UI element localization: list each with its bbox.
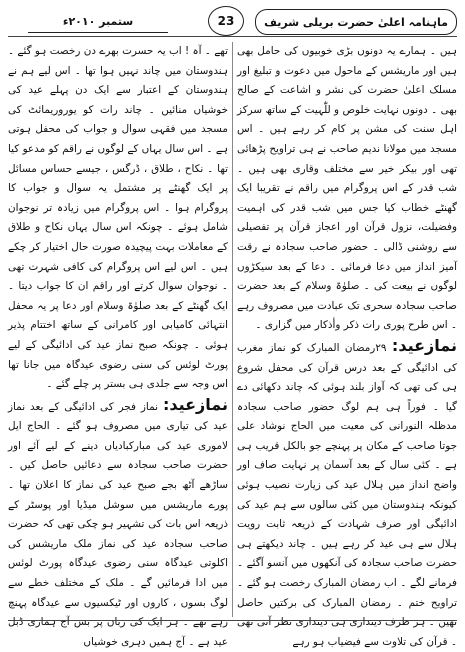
left-section xyxy=(8,395,228,652)
page-header xyxy=(8,6,457,36)
right-paragraph-1: ہیں ۔ ہمارے یہ دونوں بڑی خوبیوں کی حامل بھی ہیں اور ماریشس کے ماحول میں دعوت و تبلیغ اور مسلک اعلیٰ حضرت کی نشر و اشاعت کے صالح بھی ۔ دونوں نہایت خلوص و للّٰہیت کے ساتھ سرکز اہل سنت کی مشن پر کام کر رہے ہیں ۔ اس مسجد میں مولانا ندیم صاحب نے ہی تراویح پڑھائی تھی اور بیکر خیر سے مختلف وقاری بھی ہیں ۔ شب قدر کے اس پروگرام میں راقم نے تقریبا ایک گھنٹے خطاب کیا جس میں شب قدر کی اہمیت وفضیلت، نزول قرآن اور اعجاز قرآن پر تفصیلی سے روشنی ڈالی ۔ حضور صاحب سجادہ نے رقت آمیز انداز میں دعا فرمائی ۔ دعا کے بعد سیکڑوں لوگوں نے بیعت کی ۔ صلوٰۃ وسلام کے بعد حضرت صاحب سجادہ سحری تک عبادت میں مصروف رہے ۔ اس طرح پوری رات ذکر وأذکار میں گزاری ۔ xyxy=(237,45,457,332)
header-divider xyxy=(8,36,457,37)
left-column xyxy=(8,42,228,648)
right-paragraph-2: ۲۹رمضان المبارک کو نماز مغرب کی ادائیگی کے بعد درس قرآن کی محفل شروع ہی کی تھی کہ آواز بلند ہوئی کہ چاند دکھائی دے گیا ۔ فوراً ہی ہم لوگ حضور صاحب سجادہ مدظلہ النورانی کی معیت میں الحاج نوشاد علی جوتا صاحب کے مکان پر پہنچے جو بالکل قریب ہی ہے ۔ کئی سال کے بعد آسمان پر نہایت صاف اور واضح انداز میں ہلال عید کی زیارت نصیب ہوئی کیونکہ ہندوستان میں کئی سالوں سے ہم عید کی ادائیگی اور صرف شہادت کے ذریعہ ثابت رویت ہلال سے ہی عید کر رہے ہیں ۔ چاند دیکھتے ہی حضرت صاحب سجادہ کی آنکھوں میں آنسو آگئے ۔ فرمانے لگے ۔ اب رمضان المبارک رخصت ہو گئے ۔ تراویح ختم ۔ رمضان المبارک کی برکتیں حاصل تھیں ۔ ہر طرف دینداری ہی دینداری نظر آتی تھی ۔ قرآن کی تلاوت سے فیضیاب ہو رہے xyxy=(237,341,457,648)
left-paragraph-2: نماز فجر کی ادائیگی کے بعد نماز عید کی تیاری میں مصروف ہو گئے ۔ الحاج ایل لاموری عید کی مبارکبادیاں دینے کے لیے آئے اور حضرت صاحب سجادہ سے دعائیں حاصل کیں ۔ ساڑھے آٹھ بجے صبح عید کی نماز کا اعلان تھا ۔ پورے ماریشس میں سوشل میڈیا اور پوسٹر کے ذریعہ اس بات کی تشہیر ہو چکی تھی کہ حضرت صاحب سجادہ عید کی نماز ملک ماریشس کی اکلوتی عیدگاہ سنی رضوی عیدگاہ پورٹ لوئس میں ادا فرمائیں گے ۔ ملک کے مختلف خطے سے لوگ بسوں ، کاروں اور ٹیکسیوں سے عیدگاہ پہنچ رہے تھے ۔ ہر ایک کی زبان پر بس آج ہماری ڈبل عید ہے ۔ آج ہمیں دہری خوشیاں xyxy=(8,400,228,648)
column-divider xyxy=(232,42,233,617)
right-section xyxy=(237,336,457,652)
section-heading-eid-prayer-2: نمازعید: xyxy=(162,394,228,414)
footer-divider xyxy=(8,620,457,621)
magazine-title: ماہنامہ اعلیٰ حضرت بریلی شریف xyxy=(255,9,457,35)
page-number: 23 xyxy=(208,6,244,36)
section-heading-eid-prayer: نمازعید: xyxy=(391,335,457,355)
issue-date: ستمبر ۲۰۱۰ء xyxy=(28,10,168,33)
left-paragraph-1: تھے ۔ آہ ! اب یہ حسرت بھرے دن رخصت ہو گئے ۔ ہندوستان میں چاند نہیں ہوا تھا ۔ اس لیے ہم نے ہندوستان کے اعتبار سے ایک دن پہلے عید کی خوشیاں منائیں ۔ چاند رات کو یوروریمائٹ کی مسجد میں فقہی سوال و جواب کی محفل ہوتی ہے ۔ اس سال یہاں کے لوگوں نے راقم کو مدعو کیا تھا ۔ نکاح ، طلاق ، ڈرگس ، جیسے حساس مسائل پر ایک گھنٹے پر مشتمل یہ سوال و جواب کا پروگرام ہوا ۔ اس پروگرام میں زیادہ تر نوجوان شامل ہوئے ۔ چونکہ اس سال یہاں نکاح و طلاق کے معاملات بہت پیچیدہ صورت حال اختیار کر چکے ہیں ۔ اس لیے اس پروگرام کی کافی شہرت تھی ۔ نوجوان سوال کرتے اور راقم ان کا جواب دیتا ۔ ایک گھنٹے کے بعد صلوٰۃ وسلام اور دعا پر یہ محفل انتہائی کامیابی اور کامرانی کے ساتھ اختتام پذیر ہوئی ۔ چونکہ صبح نماز عید کی ادائیگی کے لیے پورٹ لوئس کی سنی رضوی عیدگاہ میں جانا تھا اس وجہ سے جلدی ہی بستر پر چلے گئے ۔ xyxy=(8,45,228,391)
right-column xyxy=(237,42,457,648)
